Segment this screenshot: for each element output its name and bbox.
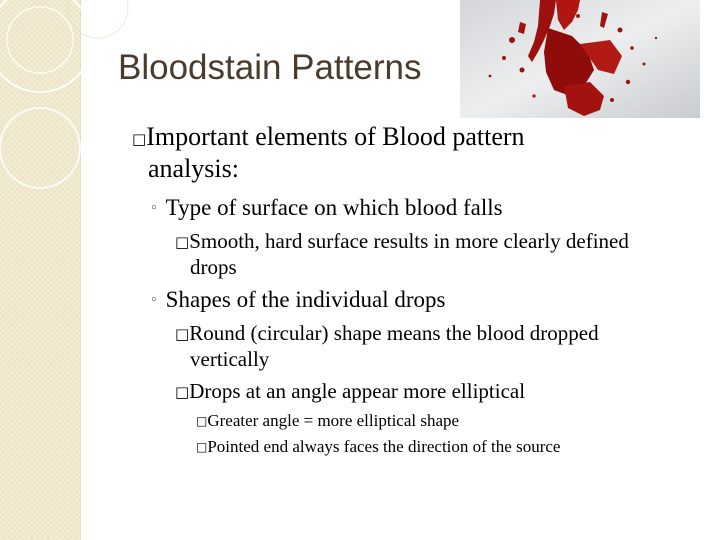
bullet-text: Greater angle = more elliptical shape — [207, 411, 460, 430]
square-bullet-icon: □ — [196, 440, 208, 454]
bullet-text: vertically — [190, 347, 270, 371]
square-bullet-icon: □ — [175, 233, 190, 251]
bullet-line-3 — [175, 229, 629, 254]
bullet-line-3-continued — [190, 255, 237, 280]
bullet-line-2 — [150, 195, 503, 221]
bullet-text: Shapes of the individual drops — [165, 287, 446, 312]
circle-bullet-icon: ◦ — [150, 293, 158, 308]
bullet-text: Pointed end always faces the direction of the source — [207, 437, 561, 456]
bullet-line-1-continued — [148, 154, 239, 184]
bullet-line-7 — [196, 411, 459, 431]
square-bullet-icon: □ — [175, 325, 190, 343]
square-bullet-icon: □ — [175, 383, 190, 401]
bullet-line-1 — [132, 122, 525, 152]
bullet-text: Round (circular) shape means the blood dropped — [189, 321, 599, 345]
bullet-line-5-continued — [190, 347, 269, 372]
bullet-line-4 — [150, 287, 445, 313]
circle-bullet-icon: ◦ — [150, 201, 158, 216]
bullet-text: Type of surface on which blood falls — [165, 195, 503, 220]
bullet-line-8 — [196, 437, 560, 457]
bullet-line-6 — [175, 379, 525, 404]
bullet-line-5 — [175, 321, 599, 346]
square-bullet-icon: □ — [196, 414, 208, 428]
bullet-text: drops — [190, 255, 237, 279]
bullet-text: analysis: — [148, 154, 239, 183]
square-bullet-icon: □ — [132, 130, 147, 148]
bullet-text: Important elements of Blood pattern — [146, 122, 525, 151]
bullet-text: Smooth, hard surface results in more clearly defined — [189, 229, 629, 253]
bullet-text: Drops at an angle appear more elliptical — [189, 379, 526, 403]
slide-title: Bloodstain Patterns — [118, 48, 422, 87]
